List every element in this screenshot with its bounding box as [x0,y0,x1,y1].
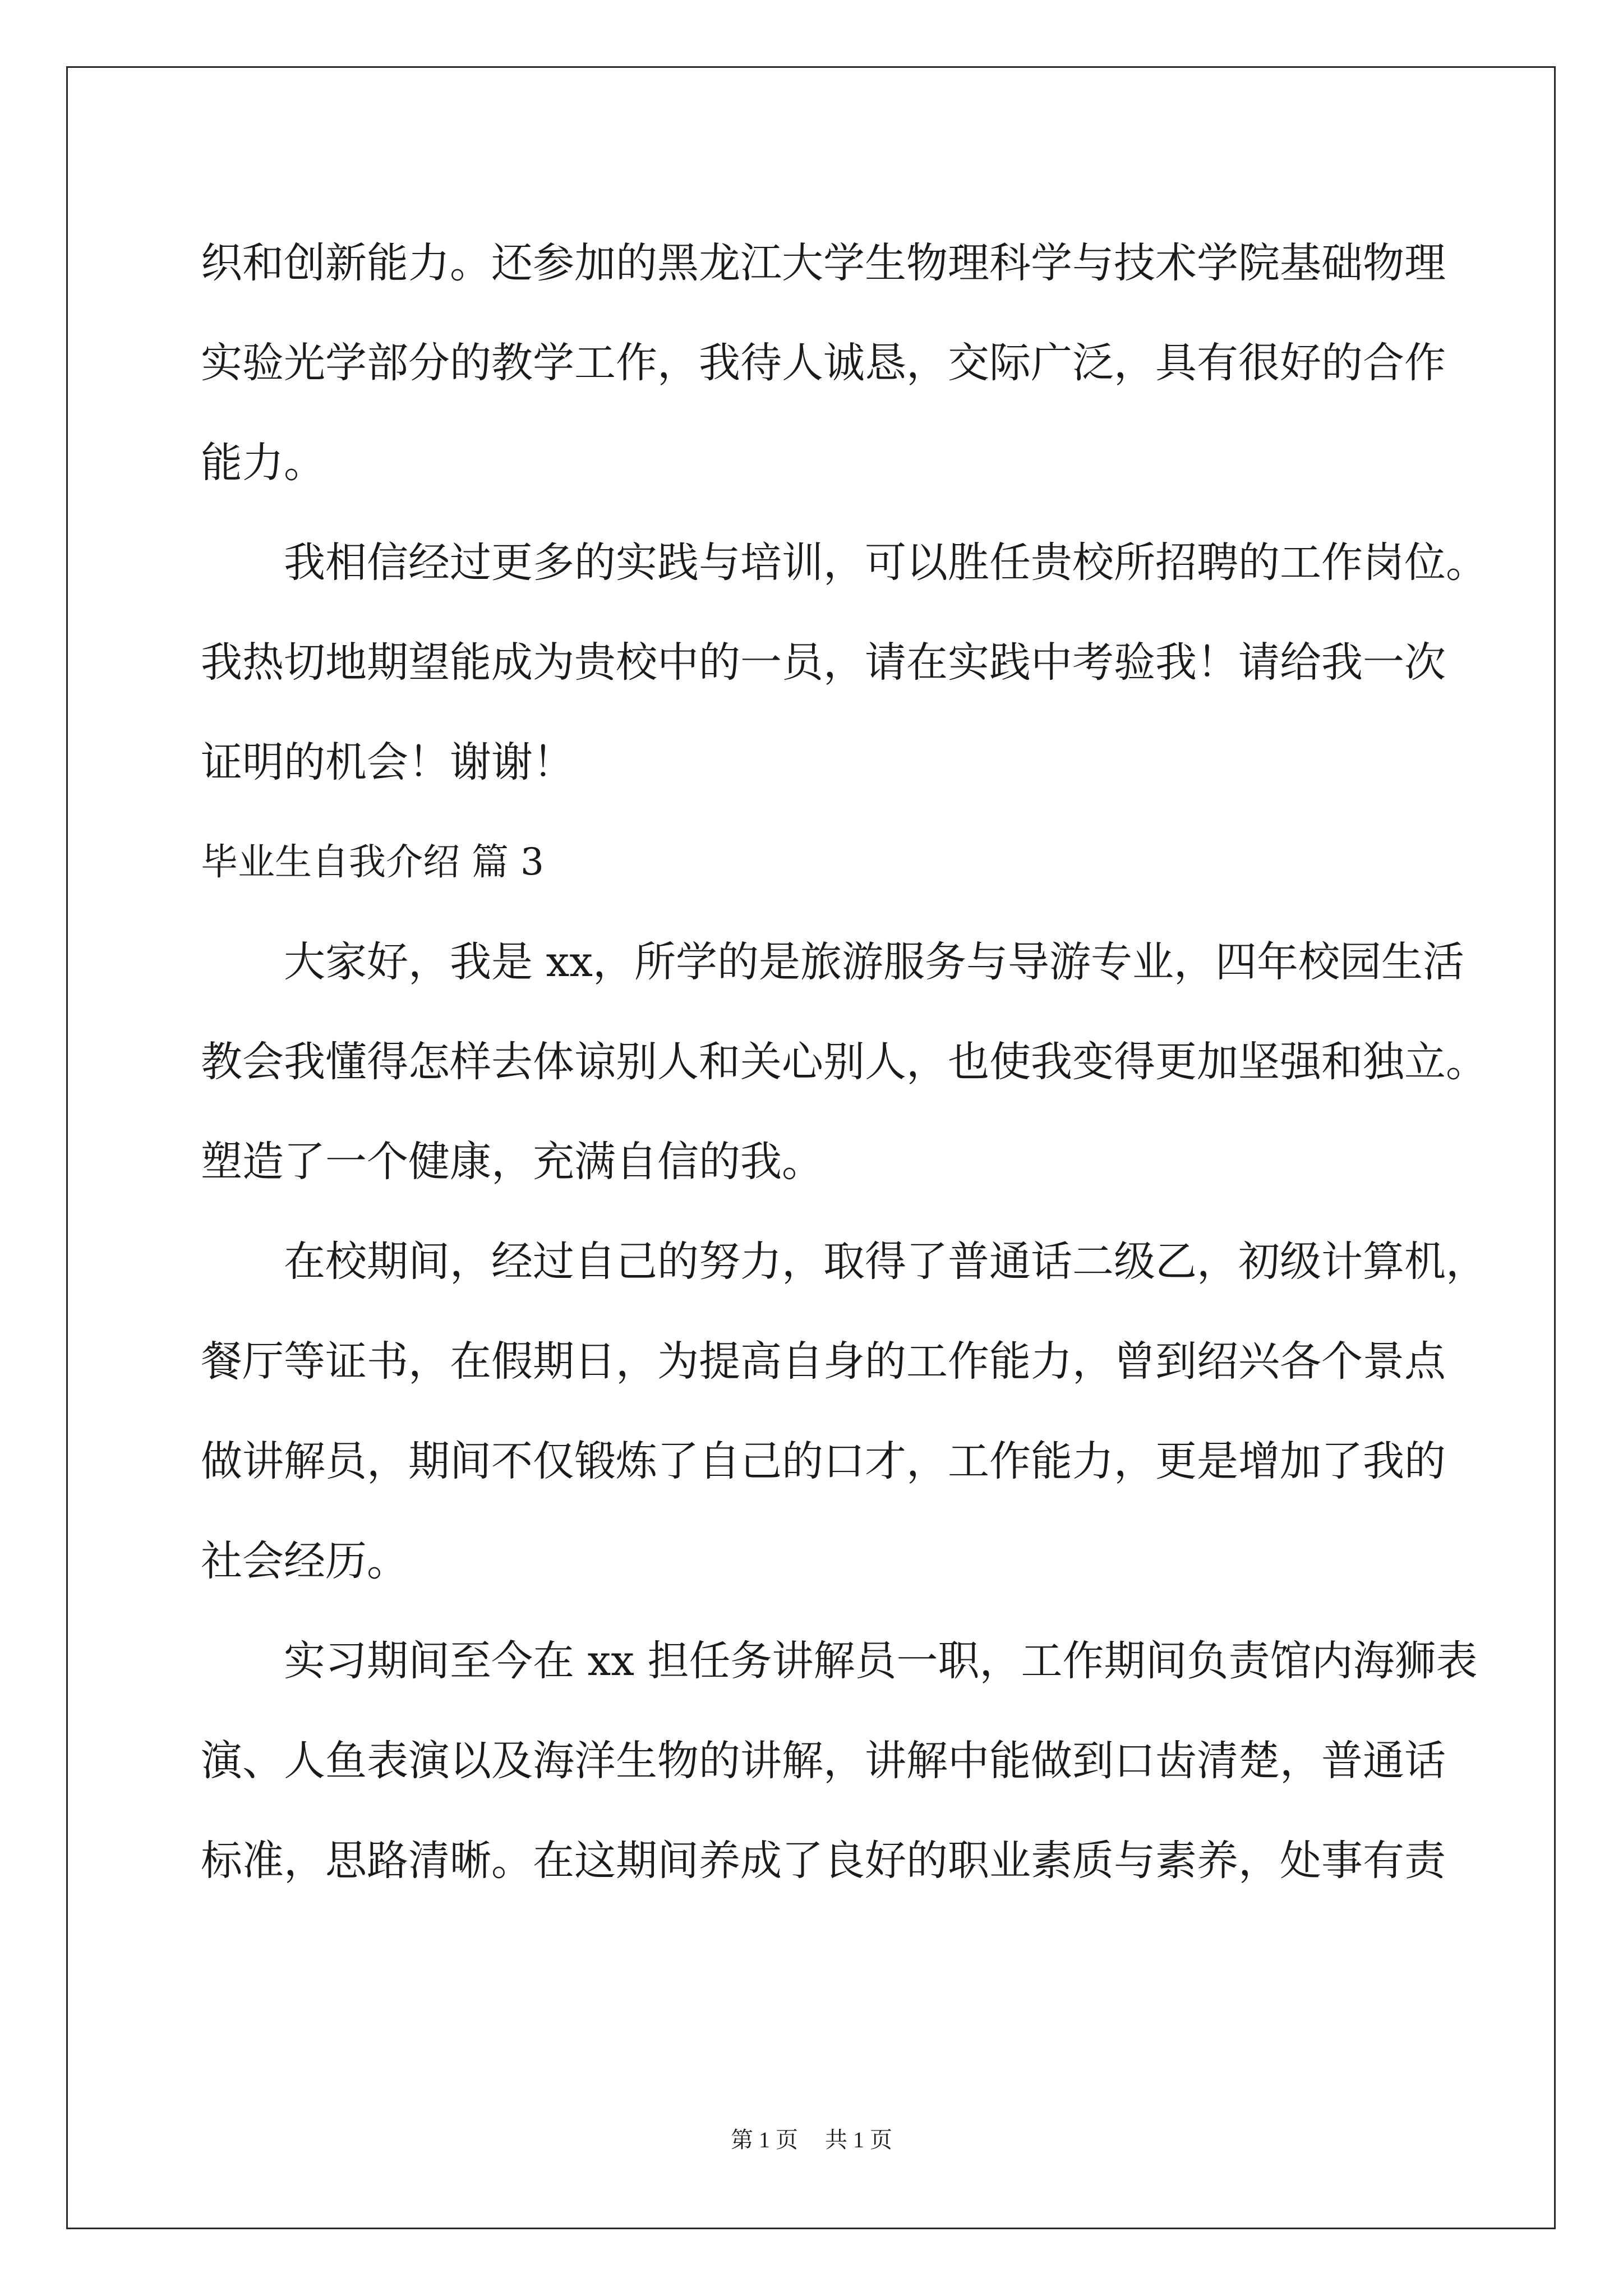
text-line: 标准，思路清晰。在这期间养成了良好的职业素质与素养，处事有责 [201,1837,1446,1885]
text-line: 做讲解员，期间不仅锻炼了自己的口才，工作能力，更是增加了我的 [201,1437,1446,1485]
text-line: 织和创新能力。还参加的黑龙江大学生物理科学与技术学院基础物理 [201,239,1446,287]
paragraph-start-line: 实习期间至今在 xx 担任务讲解员一职，工作期间负责馆内海狮表 [284,1637,1478,1685]
text-line: 实验光学部分的教学工作，我待人诚恳，交际广泛，具有很好的合作 [201,339,1446,387]
paragraph-start-line: 大家好，我是 xx，所学的是旅游服务与导游专业，四年校园生活 [284,938,1464,986]
page-number: 第 1 页 [731,2127,798,2152]
section-heading: 毕业生自我介绍 篇 3 [201,840,544,884]
text-line: 演、人鱼表演以及海洋生物的讲解，讲解中能做到口齿清楚，普通话 [201,1737,1446,1785]
text-line: 证明的机会！谢谢！ [201,738,574,786]
document-body [201,213,1487,1911]
text-line: 能力。 [201,439,325,487]
text-line: 社会经历。 [201,1537,408,1585]
page-footer [0,2123,1623,2157]
text-line: 教会我懂得怎样去体谅别人和关心别人，也使我变得更加坚强和独立。 [201,1038,1487,1086]
text-line: 餐厅等证书，在假期日，为提高自身的工作能力，曾到绍兴各个景点 [201,1337,1446,1386]
text-line: 我热切地期望能成为贵校中的一员，请在实践中考验我！请给我一次 [201,638,1446,687]
paragraph-start-line: 我相信经过更多的实践与培训，可以胜任贵校所招聘的工作岗位。 [284,539,1487,587]
page-total: 共 1 页 [825,2127,892,2152]
paragraph-start-line: 在校期间，经过自己的努力，取得了普通话二级乙，初级计算机， [284,1237,1487,1286]
text-line: 塑造了一个健康，充满自信的我。 [201,1138,823,1186]
